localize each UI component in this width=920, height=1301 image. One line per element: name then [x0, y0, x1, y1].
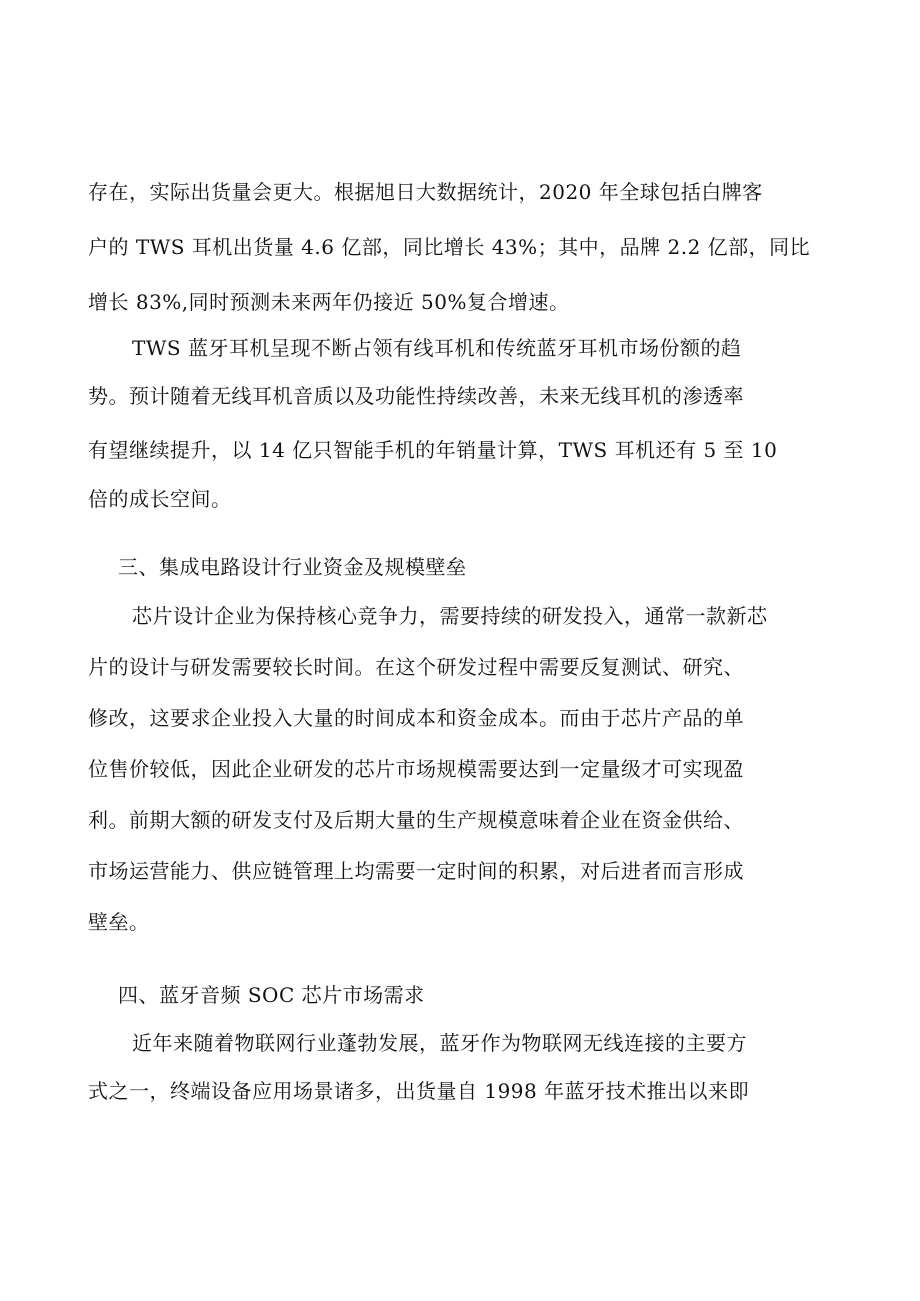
paragraph-line: 市场运营能力、供应链管理上均需要一定时间的积累，对后进者而言形成: [88, 859, 744, 883]
paragraph-line: 利。前期大额的研发支付及后期大量的生产规模意味着企业在资金供给、: [88, 808, 744, 832]
paragraph-line: 片的设计与研发需要较长时间。在这个研发过程中需要反复测试、研究、: [88, 655, 744, 679]
paragraph-line: 倍的成长空间。: [88, 487, 232, 511]
paragraph-line: 有望继续提升，以 14 亿只智能手机的年销量计算，TWS 耳机还有 5 至 10: [88, 438, 778, 462]
paragraph-line: 存在，实际出货量会更大。根据旭日大数据统计，2020 年全球包括白牌客: [88, 180, 763, 204]
section-heading: 四、蓝牙音频 SOC 芯片市场需求: [118, 983, 425, 1007]
paragraph-line: 芯片设计企业为保持核心竞争力，需要持续的研发投入，通常一款新芯: [132, 604, 768, 628]
paragraph-line: 位售价较低，因此企业研发的芯片市场规模需要达到一定量级才可实现盈: [88, 757, 744, 781]
paragraph-line: 近年来随着物联网行业蓬勃发展，蓝牙作为物联网无线连接的主要方: [132, 1031, 747, 1055]
paragraph-line: 户的 TWS 耳机出货量 4.6 亿部，同比增长 43%；其中，品牌 2.2 亿部，同比: [88, 235, 811, 259]
paragraph-line: 势。预计随着无线耳机音质以及功能性持续改善，未来无线耳机的渗透率: [88, 384, 744, 408]
paragraph-line: TWS 蓝牙耳机呈现不断占领有线耳机和传统蓝牙耳机市场份额的趋: [132, 336, 742, 360]
paragraph-line: 壁垒。: [88, 910, 150, 934]
paragraph-line: 增长 83%,同时预测未来两年仍接近 50%复合增速。: [88, 290, 570, 314]
section-heading: 三、集成电路设计行业资金及规模壁垒: [118, 555, 467, 579]
paragraph-line: 式之一，终端设备应用场景诸多，出货量自 1998 年蓝牙技术推出以来即: [88, 1079, 750, 1103]
paragraph-line: 修改，这要求企业投入大量的时间成本和资金成本。而由于芯片产品的单: [88, 706, 744, 730]
